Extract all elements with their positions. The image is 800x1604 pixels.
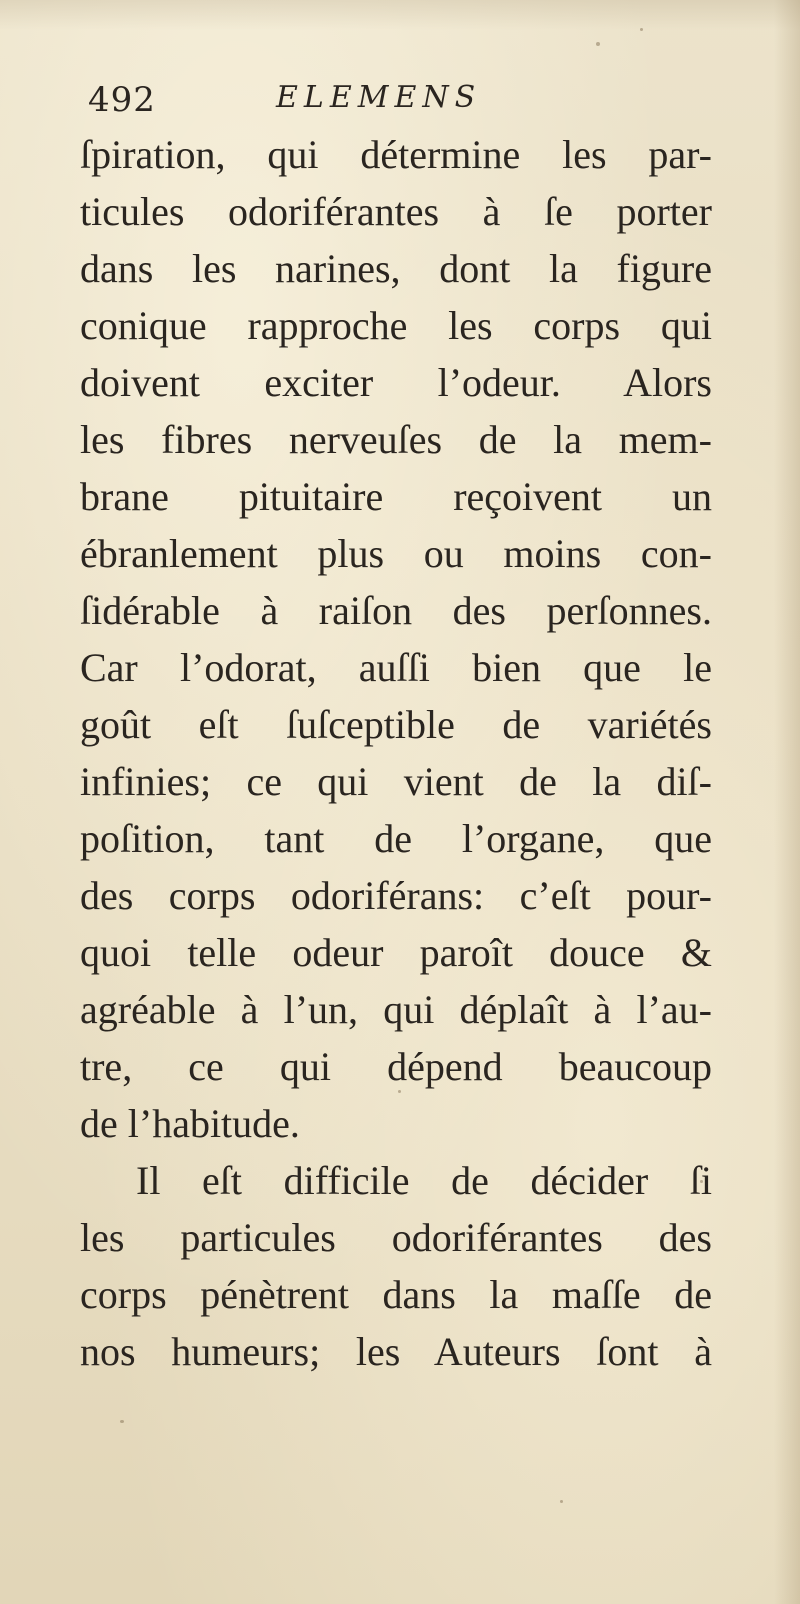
paragraph-end-line: de l’habitude.: [80, 1101, 300, 1146]
body-text: [80, 126, 712, 1380]
paragraph-start-line: Il eſt difficile de décider ſi: [136, 1158, 712, 1203]
text-line: conique rapproche les corps qui: [80, 303, 712, 348]
text-line: les fibres nerveuſes de la mem-: [80, 417, 712, 462]
text-line: goût eſt ſuſceptible de variétés: [80, 702, 712, 747]
text-line: nos humeurs; les Auteurs ſont à: [80, 1329, 712, 1374]
text-line: ébranlement plus ou moins con-: [80, 531, 712, 576]
paper-speck: [640, 28, 643, 31]
text-line: infinies; ce qui vient de la diſ-: [80, 759, 712, 804]
text-line: des corps odoriférans: c’eſt pour-: [80, 873, 712, 918]
paper-speck: [560, 1500, 563, 1503]
text-line: quoi telle odeur paroît douce &: [80, 930, 712, 975]
text-line: Car l’odorat, auſſi bien que le: [80, 645, 712, 690]
paper-speck: [596, 42, 600, 46]
text-line: ſidérable à raiſon des perſonnes.: [80, 588, 712, 633]
paper-speck: [120, 1420, 124, 1423]
page-edge-shadow: [774, 0, 800, 1604]
text-line: tre, ce qui dépend beaucoup: [80, 1044, 712, 1089]
text-line: dans les narines, dont la figure: [80, 246, 712, 291]
page-header: [88, 76, 728, 126]
page-top-shadow: [0, 0, 800, 30]
text-line: corps pénètrent dans la maſſe de: [80, 1272, 712, 1317]
text-line: agréable à l’un, qui déplaît à l’au-: [80, 987, 712, 1032]
text-line: les particules odoriférantes des: [80, 1215, 712, 1260]
text-line: doivent exciter l’odeur. Alors: [80, 360, 712, 405]
page-number: 492: [88, 80, 156, 120]
running-head: ELEMENS: [276, 80, 482, 115]
text-line: ſpiration, qui détermine les par-: [80, 132, 712, 177]
text-line: poſition, tant de l’organe, que: [80, 816, 712, 861]
text-line: ticules odoriférantes à ſe porter: [80, 189, 712, 234]
text-line: brane pituitaire reçoivent un: [80, 474, 712, 519]
